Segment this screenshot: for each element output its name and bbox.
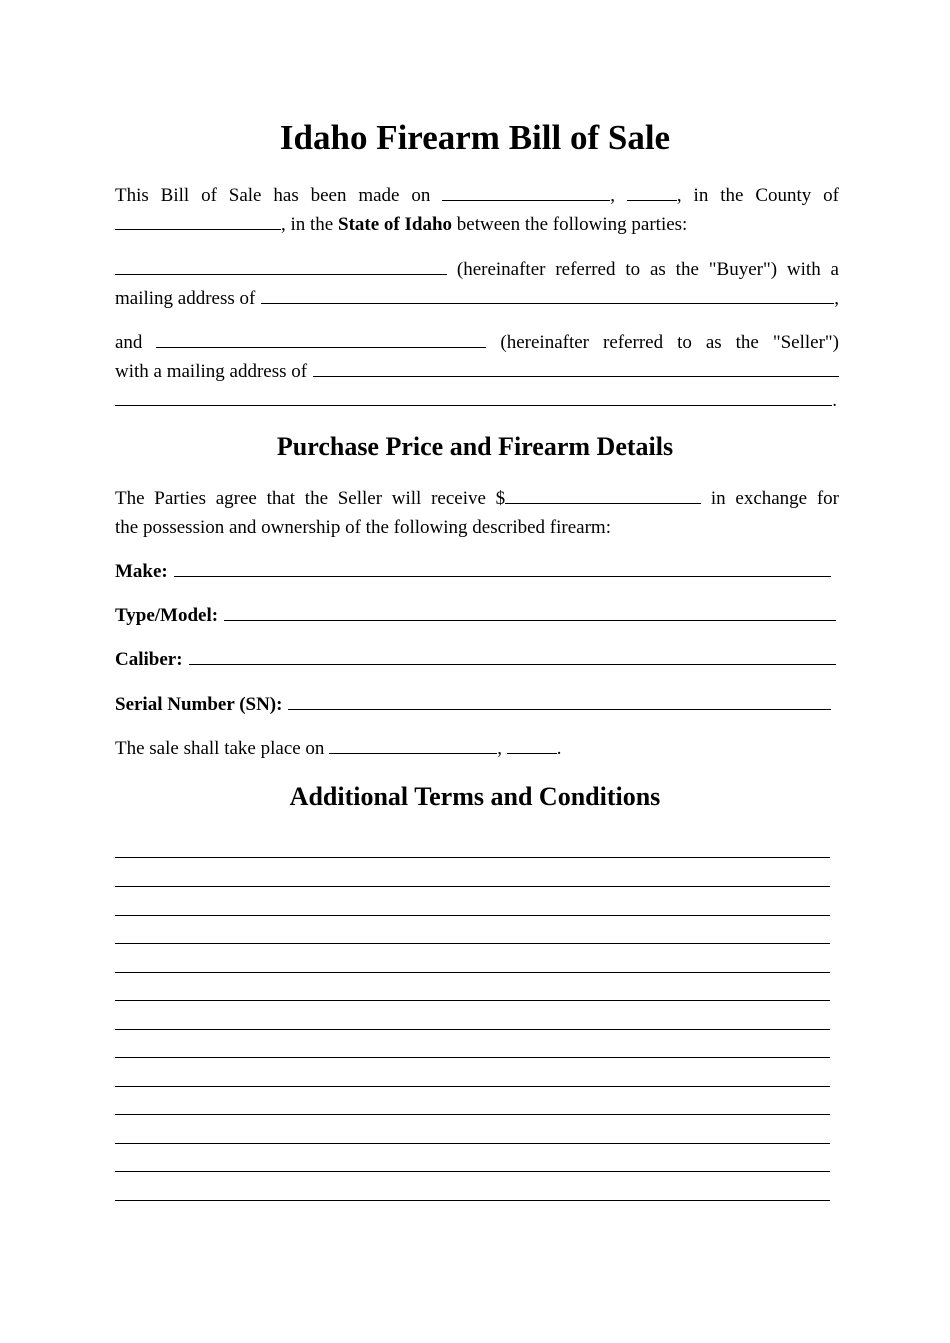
intro-line-2 xyxy=(115,210,839,239)
terms-line[interactable] xyxy=(115,1029,830,1030)
model-blank[interactable] xyxy=(224,601,836,621)
sale-comma: , xyxy=(497,738,502,759)
model-label: Type/Model: xyxy=(115,605,219,626)
price-line-1 xyxy=(115,484,839,513)
seller-paragraph xyxy=(115,328,839,415)
price-exchange-text: in exchange for xyxy=(710,488,840,509)
terms-line[interactable] xyxy=(115,1171,830,1172)
sale-year-blank[interactable] xyxy=(507,736,557,754)
terms-line[interactable] xyxy=(115,943,830,944)
buyer-paragraph xyxy=(115,255,839,313)
seller-address-label: with a mailing address of xyxy=(115,361,308,382)
buyer-address-label: mailing address of xyxy=(115,288,256,309)
price-description-text: the possession and ownership of the following described firearm: xyxy=(115,517,611,538)
seller-address-blank-2[interactable] xyxy=(115,386,832,406)
seller-address-blank[interactable] xyxy=(313,357,839,377)
terms-line[interactable] xyxy=(115,1114,830,1115)
caliber-blank[interactable] xyxy=(189,645,836,665)
buyer-address-blank[interactable] xyxy=(261,284,834,304)
intro-comma: , xyxy=(610,185,616,206)
seller-period: . xyxy=(832,390,837,411)
model-field xyxy=(115,601,836,630)
intro-text-parties: between the following parties: xyxy=(456,214,688,235)
make-field xyxy=(115,557,831,586)
terms-line[interactable] xyxy=(115,1200,830,1201)
intro-text-in-the: , in the xyxy=(281,214,334,235)
sale-date-text: The sale shall take place on xyxy=(115,738,325,759)
intro-line-1 xyxy=(115,181,839,210)
seller-name-blank[interactable] xyxy=(156,330,486,348)
intro-text-county: , in the County of xyxy=(676,185,839,206)
terms-line[interactable] xyxy=(115,915,830,916)
intro-text-made-on: This Bill of Sale has been made on xyxy=(115,185,431,206)
seller-line-1 xyxy=(115,328,839,357)
terms-line[interactable] xyxy=(115,1086,830,1087)
buyer-text: (hereinafter referred to as the "Buyer") with a xyxy=(456,259,839,280)
caliber-label: Caliber: xyxy=(115,649,183,670)
sale-date-line xyxy=(115,734,561,763)
section-heading-purchase: Purchase Price and Firearm Details xyxy=(276,432,674,461)
terms-line[interactable] xyxy=(115,886,830,887)
county-blank[interactable] xyxy=(115,212,281,230)
serial-blank[interactable] xyxy=(288,690,831,710)
caliber-field xyxy=(115,645,836,674)
state-name: State of Idaho xyxy=(338,214,453,235)
make-label: Make: xyxy=(115,561,168,582)
buyer-name-blank[interactable] xyxy=(115,257,447,275)
seller-line-3 xyxy=(115,386,837,415)
seller-and: and xyxy=(115,332,143,353)
intro-paragraph xyxy=(115,181,839,239)
sale-period: . xyxy=(556,738,562,759)
terms-line[interactable] xyxy=(115,1000,830,1001)
buyer-comma: , xyxy=(834,288,839,309)
make-blank[interactable] xyxy=(174,557,831,577)
seller-text: (hereinafter referred to as the "Seller") xyxy=(500,332,839,353)
date-blank[interactable] xyxy=(442,183,610,201)
price-text: The Parties agree that the Seller will receive $ xyxy=(115,488,506,509)
terms-line[interactable] xyxy=(115,857,830,858)
seller-line-2 xyxy=(115,357,839,386)
price-paragraph xyxy=(115,484,839,542)
terms-line[interactable] xyxy=(115,972,830,973)
serial-label: Serial Number (SN): xyxy=(115,694,283,715)
buyer-line-2 xyxy=(115,284,839,313)
price-line-2 xyxy=(115,513,839,542)
sale-date-blank[interactable] xyxy=(329,736,497,754)
buyer-line-1 xyxy=(115,255,839,284)
section-heading-terms: Additional Terms and Conditions xyxy=(289,782,661,811)
year-blank[interactable] xyxy=(627,183,677,201)
serial-field xyxy=(115,690,831,719)
price-blank[interactable] xyxy=(505,486,701,504)
terms-line[interactable] xyxy=(115,1057,830,1058)
document-title: Idaho Firearm Bill of Sale xyxy=(279,118,671,157)
terms-line[interactable] xyxy=(115,1143,830,1144)
